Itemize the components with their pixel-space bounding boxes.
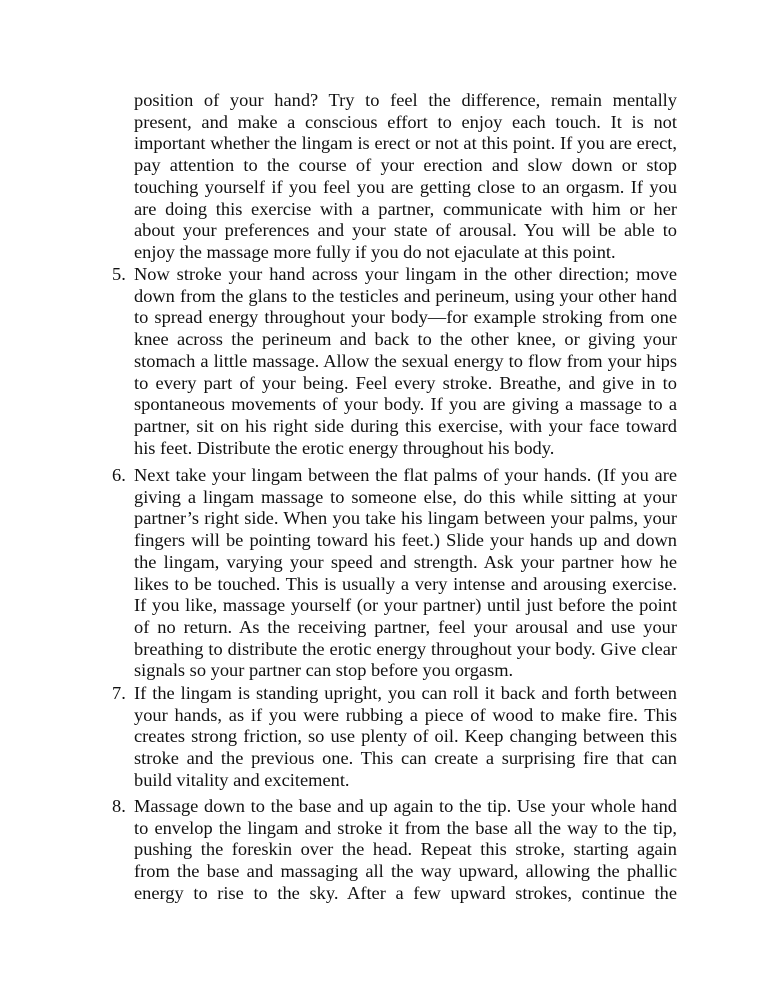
list-item <box>112 683 677 792</box>
list-item <box>112 796 677 905</box>
list-item-text: Massage down to the base and up again to the tip. Use your whole hand to envelop the lingam and stroke it from the base all the way to the tip, pushing the foreskin over the head. Repeat this stroke, starting again from the base and massaging all the way upward, allowing the phallic energy to rise to the sky. After a few upward strokes, continue the <box>134 796 677 903</box>
list-item-number: 8. <box>112 796 126 816</box>
list-item <box>112 465 677 682</box>
list-item-text: Next take your lingam between the flat palms of your hands. (If you are giving a lingam massage to someone else, do this while sitting at your partner’s right side. When you take his lingam between your palms, your fingers will be pointing toward his feet.) Slide your hands up and down the lingam, varying your speed and strength. Ask your partner how he likes to be touched. This is usually a very intense and arousing exercise. If you like, massage yourself (or your partner) until just before the point of no return. As the receiving partner, feel your arousal and use your breathing to distribute the erotic energy throughout your body. Give clear signals so your partner can stop before you orgasm. <box>134 465 677 681</box>
list-item <box>112 264 677 459</box>
continued-paragraph: position of your hand? Try to feel the difference, remain mentally present, and make a conscious effort to enjoy each touch. It is not important whether the lingam is erect or not at this point. If you are erect, pay attention to the course of your erection and slow down or stop touching yourself if you feel you are getting close to an orgasm. If you are doing this exercise with a partner, communicate with him or her about your preferences and your state of arousal. You will be able to enjoy the massage more fully if you do not ejaculate at this point. <box>134 90 677 262</box>
list-item-number: 6. <box>112 465 126 485</box>
list-item-number: 5. <box>112 264 126 284</box>
list-item-number: 7. <box>112 683 126 703</box>
list-item-text: Now stroke your hand across your lingam in the other direction; move down from the glans to the testicles and perineum, using your other hand to spread energy throughout your body—for example stroking from one knee across the perineum and back to the other knee, or giving your stomach a little massage. Allow the sexual energy to flow from your hips to every part of your being. Feel every stroke. Breathe, and give in to spontaneous movements of your body. If you are giving a massage to a partner, sit on his right side during this exercise, with your face toward his feet. Distribute the erotic energy throughout his body. <box>134 264 677 458</box>
list-item-text: If the lingam is standing upright, you can roll it back and forth between your hands, as if you were rubbing a piece of wood to make fire. This creates strong friction, so use plenty of oil. Keep changing between this stroke and the previous one. This can create a surprising fire that can build vitality and excitement. <box>134 683 677 790</box>
